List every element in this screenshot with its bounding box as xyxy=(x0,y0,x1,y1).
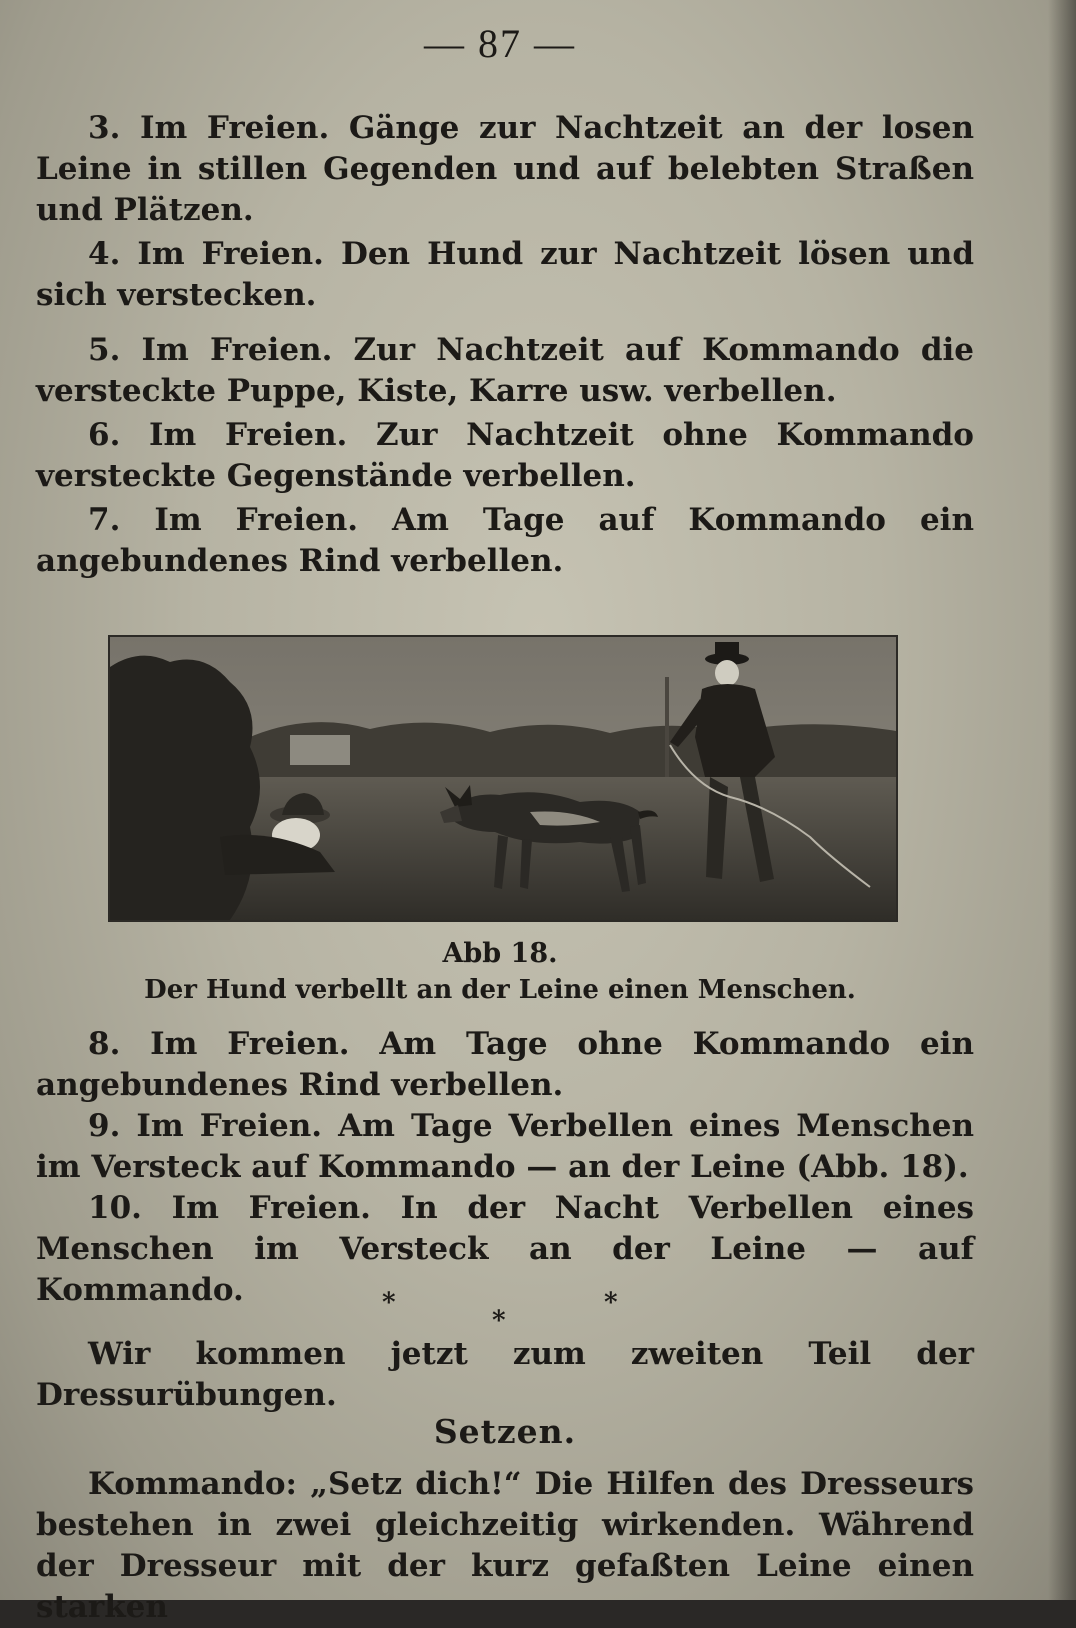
page-number: — 87 — xyxy=(424,21,576,66)
pole-shape xyxy=(665,677,669,777)
distant-building-shape xyxy=(290,735,350,765)
paragraph-item-5: 5. Im Freien. Zur Nachtzeit auf Kommando die versteckte Puppe, Kiste, Karre usw. verbellen. xyxy=(36,332,974,409)
paragraph-item-3: 3. Im Freien. Gänge zur Nachtzeit an der losen Leine in stillen Gegenden und auf belebten Straßen und Plätzen. xyxy=(36,110,974,228)
section-heading: Setzen. xyxy=(433,1412,577,1451)
paragraph-item-6: 6. Im Freien. Zur Nachtzeit ohne Kommando versteckte Gegenstände verbellen. xyxy=(36,417,974,494)
section-paragraph: Kommando: „Setz dich!“ Die Hilfen des Dresseurs bestehen in zwei gleichzeitig wirkenden. Während der Dresseur mit der kurz gefaßten Leine einen starken xyxy=(36,1466,974,1625)
asterisk-right: * xyxy=(604,1288,618,1318)
paragraph-item-4: 4. Im Freien. Den Hund zur Nachtzeit lösen und sich verstecken. xyxy=(36,236,974,313)
paragraph-item-8: 8. Im Freien. Am Tage ohne Kommando ein angebundenes Rind verbellen. xyxy=(36,1026,974,1103)
figure-photograph xyxy=(108,635,898,922)
asterisk-left: * xyxy=(382,1288,396,1318)
figure-caption-number: Abb 18. xyxy=(442,938,558,969)
paragraph-item-9: 9. Im Freien. Am Tage Verbellen eines Menschen im Versteck auf Kommando — an der Leine (Abb. 18). xyxy=(36,1108,974,1185)
paragraph-item-7: 7. Im Freien. Am Tage auf Kommando ein angebundenes Rind verbellen. xyxy=(36,502,974,579)
photo-illustration xyxy=(110,637,896,920)
intro-paragraph: Wir kommen jetzt zum zweiten Teil der Dressurübungen. xyxy=(36,1336,974,1413)
paragraph-item-10: 10. Im Freien. In der Nacht Verbellen eines Menschen im Versteck an der Leine — auf Kommando. xyxy=(36,1190,974,1308)
asterism xyxy=(360,1288,660,1336)
figure-caption-text: Der Hund verbellt an der Leine einen Menschen. xyxy=(144,975,856,1005)
asterisk-middle: * xyxy=(492,1306,506,1336)
bush-shape xyxy=(110,656,260,920)
